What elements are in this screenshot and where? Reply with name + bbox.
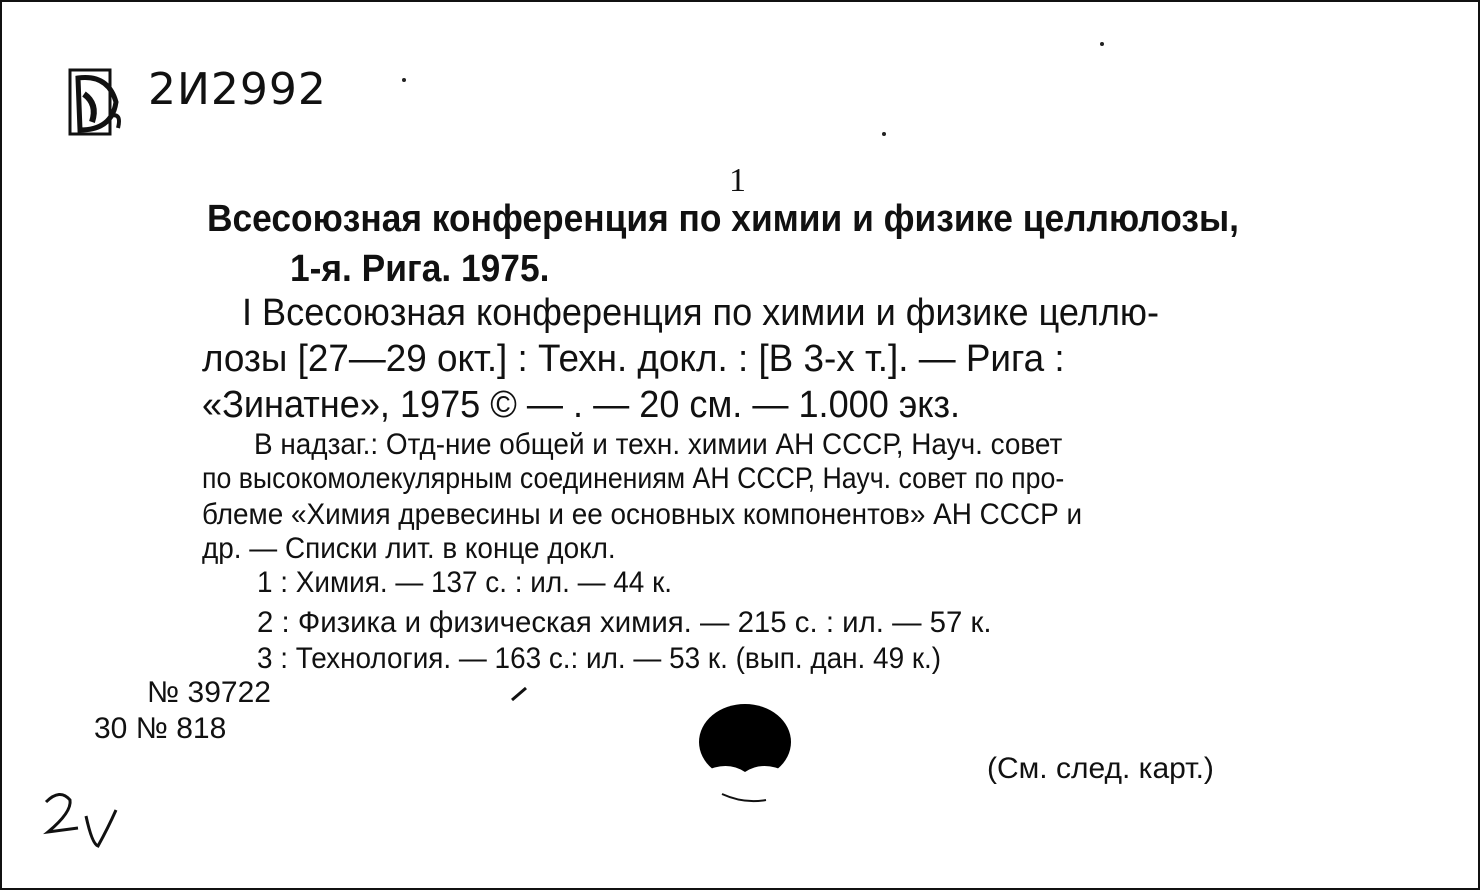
speck [882, 132, 886, 136]
volume-text: : Химия. — 137 с. : ил. — 44 к. [280, 566, 673, 599]
notes-line-3: блеме «Химия древесины и ее основных компонентов» АН СССР и [202, 498, 1083, 531]
catalog-number-1: № 39722 [147, 676, 271, 709]
volume-number: 3 [257, 642, 273, 675]
speck [1100, 42, 1104, 46]
volume-row [257, 642, 941, 676]
volume-text: : Физика и физическая химия. — 215 с. : ил. — 57 к. [281, 606, 992, 639]
heading-line-2: 1-я. Рига. 1975. [290, 248, 550, 290]
inventory-number: 2И2992 [148, 64, 327, 115]
catalog-number-2: 30 № 818 [94, 712, 227, 745]
notes-line-4: др. — Списки лит. в конце докл. [202, 532, 616, 565]
volume-number: 2 [257, 606, 274, 639]
handwritten-two-icon [38, 788, 122, 850]
volume-row [257, 606, 992, 640]
notes-line-2: по высокомолекулярным соединениям АН СССР, Науч. совет по про- [202, 462, 1065, 495]
continuation-note: (См. след. карт.) [987, 752, 1214, 785]
volume-text: : Технология. — 163 с.: ил. — 53 к. (вып. дан. 49 к.) [280, 642, 942, 675]
ink-tick-icon [510, 686, 528, 702]
volume-row [257, 566, 672, 600]
notes-line-1: В надзаг.: Отд-ние общей и техн. химии АН СССР, Науч. совет [254, 428, 1063, 461]
punch-hole-icon [697, 702, 793, 786]
heading-line-1: Всесоюзная конференция по химии и физике целлюлозы, [207, 198, 1239, 240]
volume-number: 1 [257, 566, 273, 599]
speck [402, 78, 406, 82]
library-stamp-icon [68, 64, 126, 140]
description-line-3: «Зинатне», 1975 © — . — 20 см. — 1.000 экз. [202, 384, 961, 426]
description-line-2: лозы [27—29 окт.] : Техн. докл. : [В 3-х т.]. — Рига : [202, 338, 1065, 380]
ink-mark-icon [720, 790, 768, 804]
description-line-1: I Всесоюзная конференция по химии и физике целлю- [242, 292, 1160, 334]
card-number: 1 [729, 162, 746, 199]
